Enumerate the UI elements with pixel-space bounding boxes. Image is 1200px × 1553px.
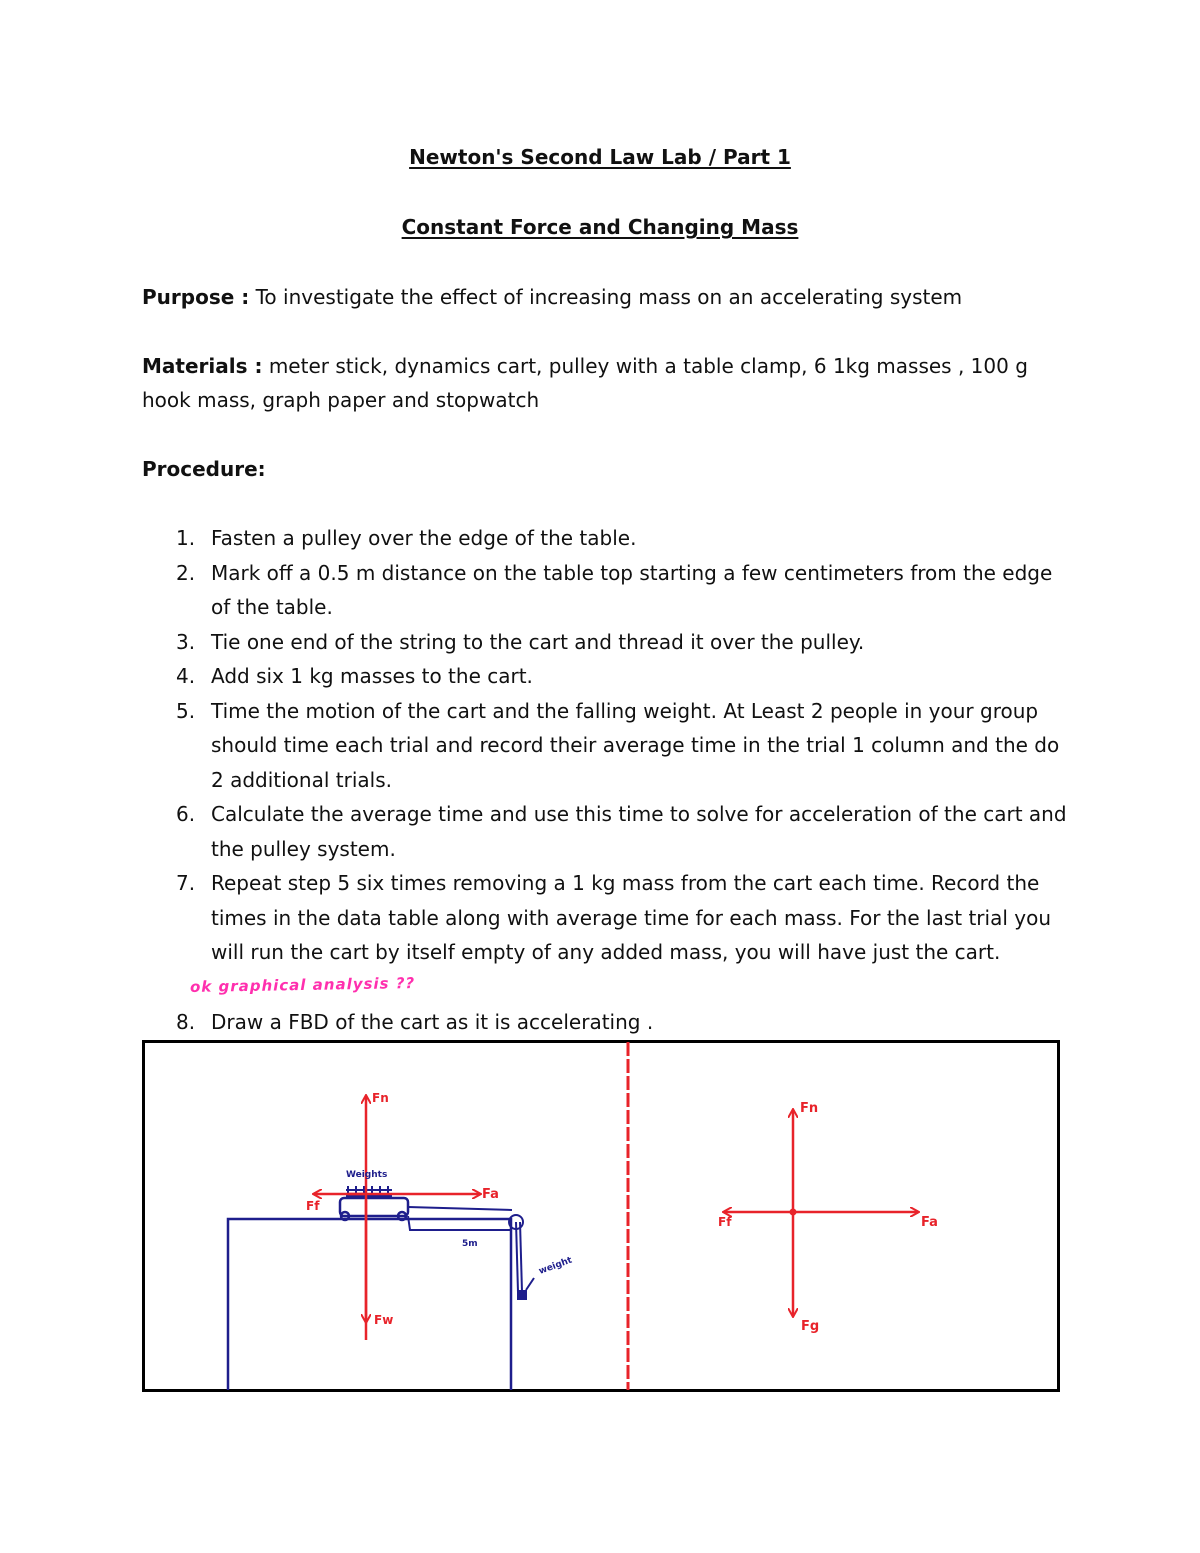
weight-label: weight bbox=[537, 1255, 574, 1277]
string-label: 5m bbox=[462, 1239, 478, 1249]
materials-section bbox=[142, 349, 1072, 417]
procedure-step: 2. Mark off a 0.5 m distance on the table top starting a few centimeters from the edge of the table. bbox=[176, 560, 1053, 619]
right-ff-label: Ff bbox=[718, 1215, 732, 1229]
procedure-steps bbox=[142, 521, 1072, 970]
materials-text: meter stick, dynamics cart, pulley with a table clamp, 6 1kg masses , 100 g hook mass, graph paper and stopwatch bbox=[142, 354, 1028, 412]
page-subtitle: Constant Force and Changing Mass bbox=[401, 215, 799, 239]
purpose-label: Purpose : bbox=[142, 285, 250, 309]
procedure-step: 4. Add six 1 kg masses to the cart. bbox=[176, 664, 533, 688]
procedure-step: 6. Calculate the average time and use this time to solve for acceleration of the cart and the pulley system. bbox=[176, 802, 1067, 861]
weight-pointer bbox=[526, 1278, 534, 1290]
right-fa-label: Fa bbox=[921, 1215, 938, 1230]
procedure-step: 7. Repeat step 5 six times removing a 1 kg mass from the cart each time. Record the times in the data table along with average time for each mass. For the last trial you will run the cart by itself empty of any added mass, you will have just the cart. bbox=[176, 871, 1051, 964]
left-fa-label: Fa bbox=[482, 1187, 499, 1202]
left-fg-label: Fw bbox=[374, 1313, 394, 1327]
right-center-point bbox=[790, 1209, 797, 1216]
page-title: Newton's Second Law Lab / Part 1 bbox=[409, 145, 791, 169]
procedure-step: 3. Tie one end of the string to the cart and thread it over the pulley. bbox=[176, 629, 865, 654]
materials-label: Materials : bbox=[142, 354, 263, 378]
left-ff-label: Ff bbox=[306, 1199, 320, 1213]
right-fn-label: Fn bbox=[800, 1101, 819, 1116]
procedure-step: 1. Fasten a pulley over the edge of the table. bbox=[176, 526, 637, 550]
fbd-diagram bbox=[142, 1040, 1060, 1392]
masses-stack bbox=[346, 1186, 392, 1198]
masses-label: Weights bbox=[346, 1170, 388, 1180]
procedure-label: Procedure: bbox=[142, 457, 266, 481]
cart bbox=[340, 1198, 408, 1220]
hanging-weight-icon bbox=[517, 1290, 527, 1300]
procedure-step: 5. Time the motion of the cart and the falling weight. At Least 2 people in your group should time each trial and record their average time in the trial 1 column and the do 2 additional trials. bbox=[176, 698, 1060, 792]
purpose-text: To investigate the effect of increasing mass on an accelerating system bbox=[249, 285, 963, 309]
left-fn-label: Fn bbox=[372, 1091, 389, 1105]
right-fg-label: Fg bbox=[801, 1319, 820, 1334]
procedure-step-8: 8. Draw a FBD of the cart as it is accelerating . bbox=[176, 1010, 654, 1034]
handwritten-annotation: ok graphical analysis ?? bbox=[189, 974, 416, 996]
purpose-section bbox=[142, 280, 1072, 314]
